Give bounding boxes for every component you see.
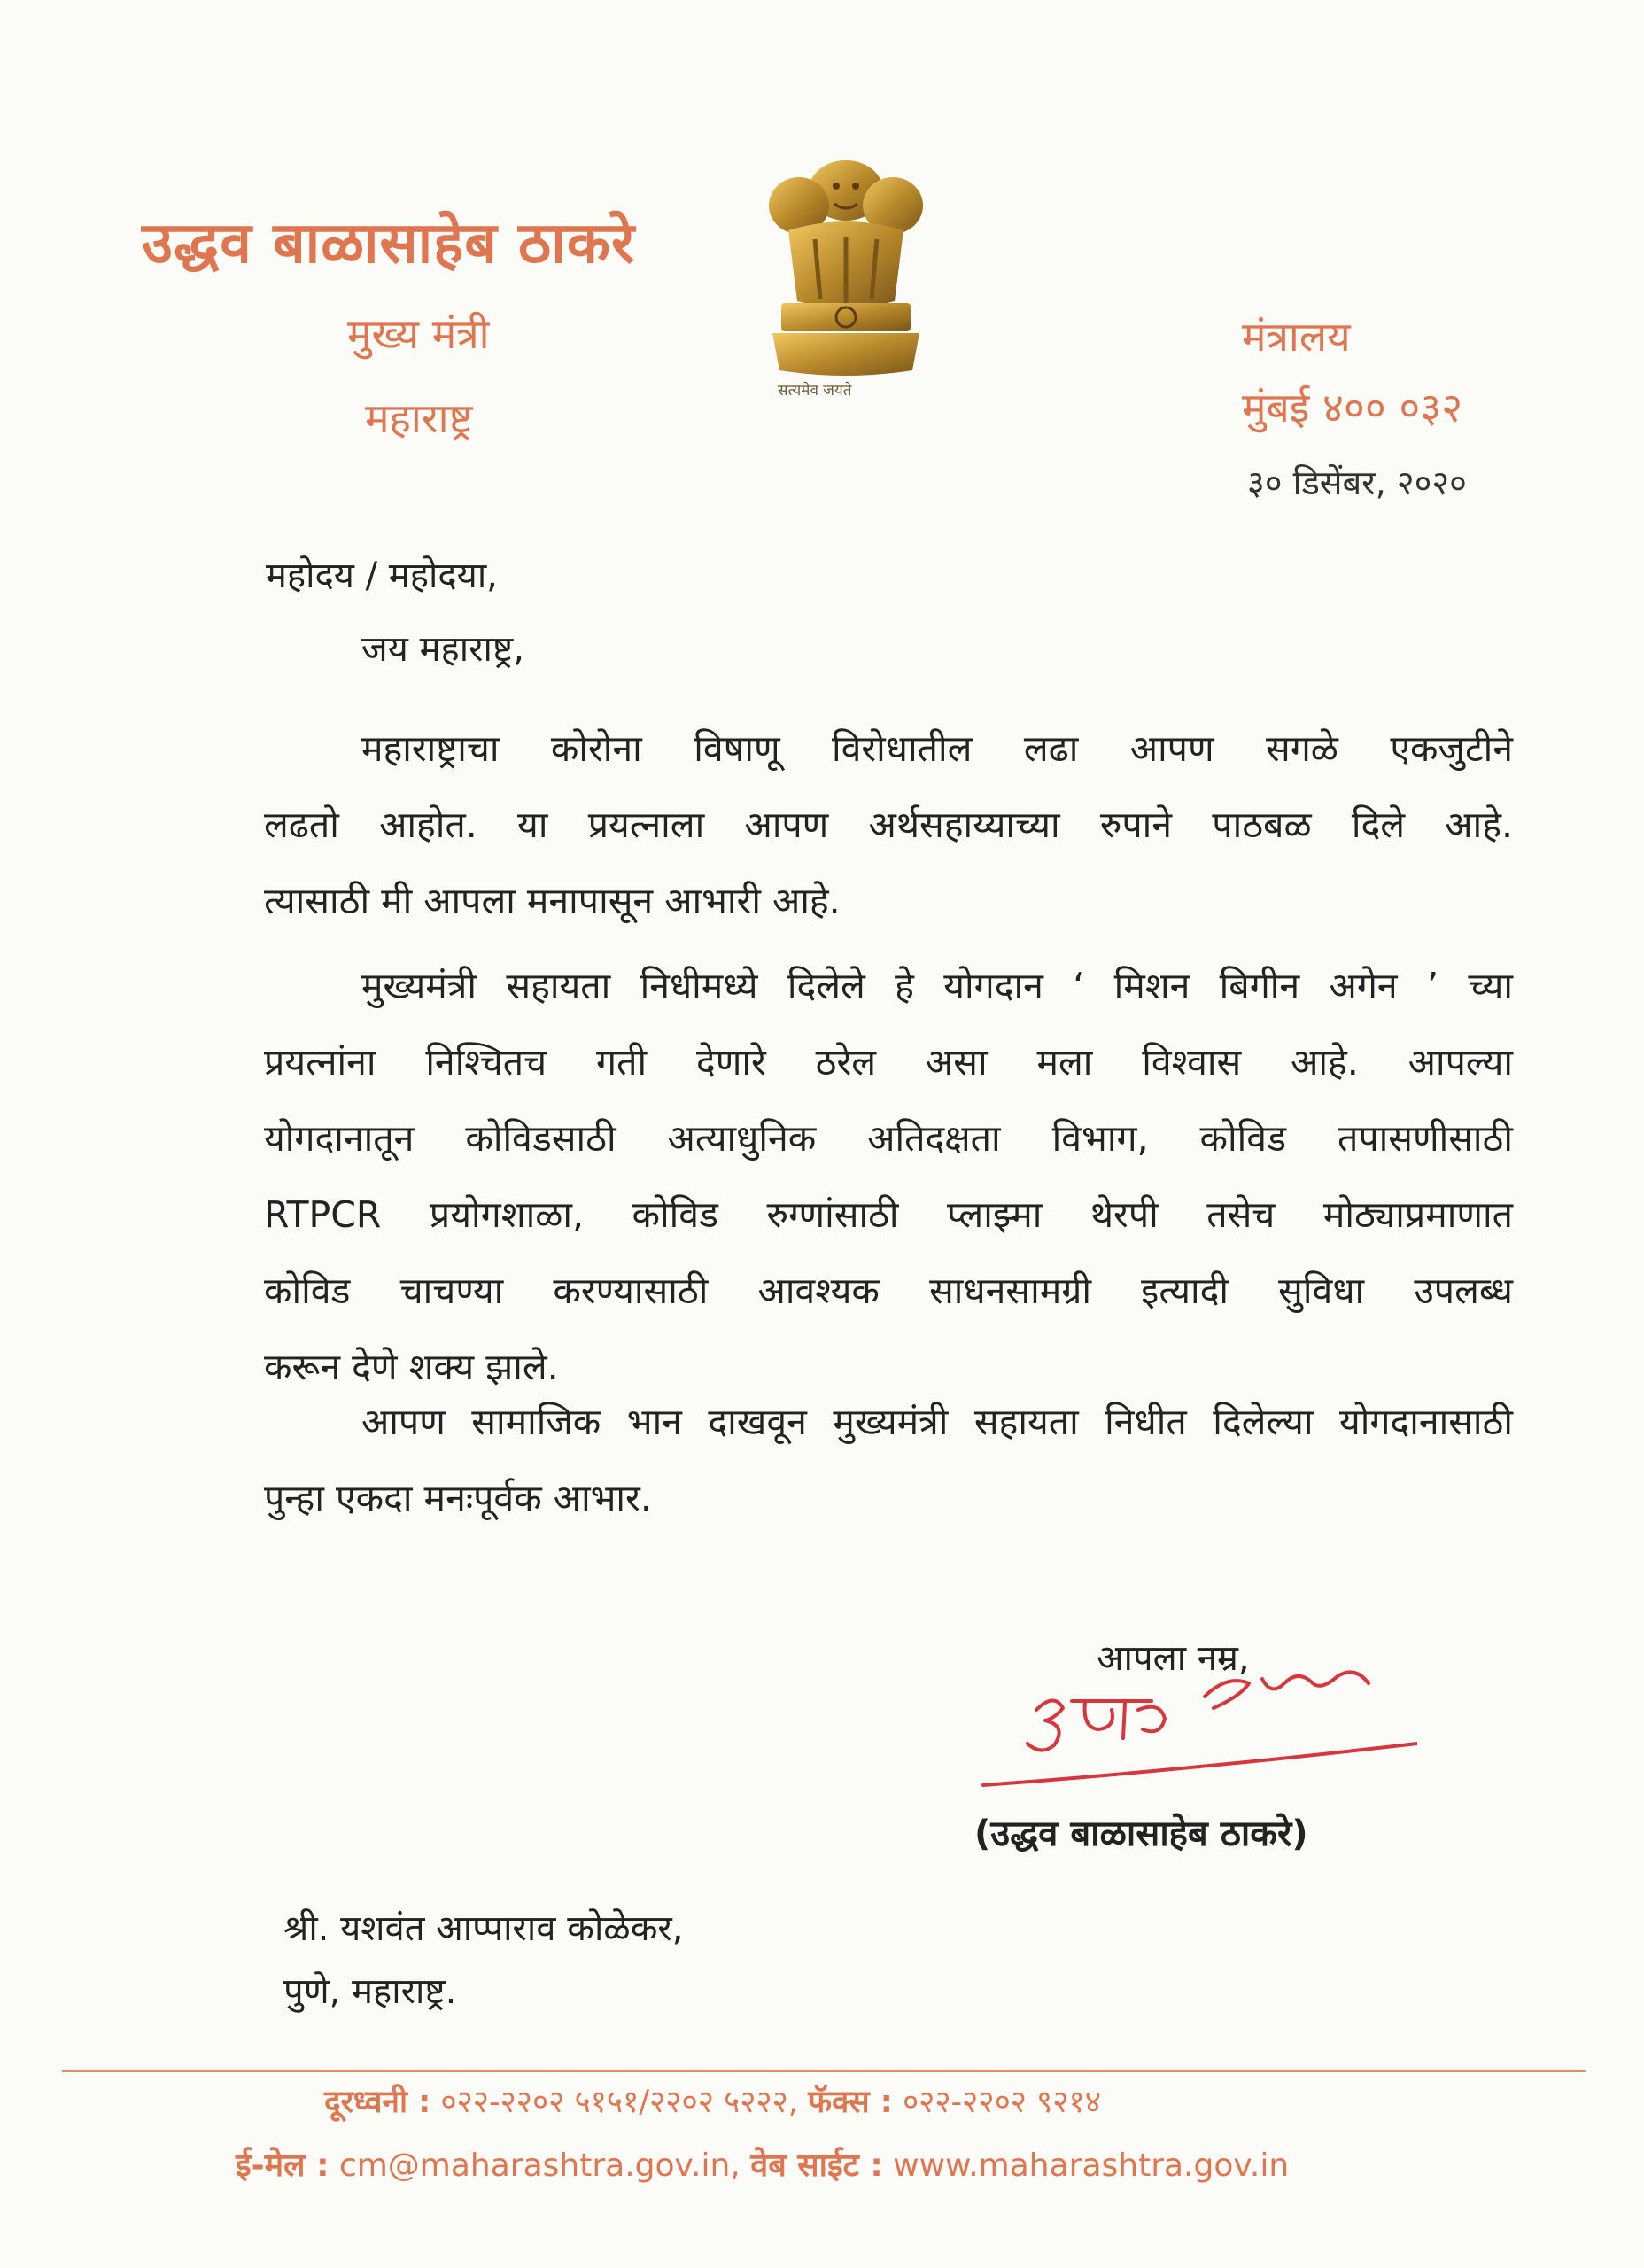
salutation: महोदय / महोदया, [266,555,498,596]
greeting: जय महाराष्ट्र, [361,629,524,670]
paragraph-line: कोविड चाचण्या करण्यासाठी आवश्यक साधनसामग्री इत्यादी सुविधा उपलब्ध [264,1270,1513,1312]
recipient-name: श्री. यशवंत आप्पाराव कोळेकर, [283,1908,684,1949]
phone-label: दूरध्वनी : [324,2085,431,2120]
paragraph-line: पुन्हा एकदा मनःपूर्वक आभार. [264,1477,652,1519]
paragraph-line: आपण सामाजिक भान दाखवून मुख्यमंत्री सहायता निधीत दिलेल्या योगदानासाठी [361,1401,1513,1443]
paragraph-line: त्यासाठी मी आपला मनापासून आभारी आहे. [264,880,841,922]
paragraph-1 [264,711,1513,939]
paragraph-line: लढतो आहोत. या प्रयत्नाला आपण अर्थसहाय्याच्या रुपाने पाठबळ दिले आहे. [264,804,1513,846]
emblem-motto: सत्यमेव जयते [778,382,852,400]
fax-value: ०२२-२२०२ ९२१४ [902,2085,1101,2120]
paragraph-line: महाराष्ट्राचा कोरोना विषाणू विरोधातील लढा आपण सगळे एकजुटीने [361,727,1513,770]
office-name: मंत्रालय [1242,313,1351,361]
phone-value: ०२२-२२०२ ५१५१/२२०२ ५२२२, [440,2085,798,2120]
sender-state: महाराष्ट्र [365,394,473,442]
sender-name: उद्धव बाळासाहेब ठाकरे [142,211,636,276]
email-label: ई-मेल : [236,2148,330,2184]
national-emblem-icon [762,151,930,408]
fax-label: फॅक्स : [808,2085,893,2120]
signer-name: (उद्धव बाळासाहेब ठाकरे) [974,1814,1308,1854]
web-label: वेब साईट : [750,2148,883,2184]
recipient-place: पुणे, महाराष्ट्र. [283,1971,457,2012]
letter-date: ३० डिसेंबर, २०२० [1247,463,1467,502]
footer-email-web [236,2142,1289,2186]
paragraph-line: मुख्यमंत्री सहायता निधीमध्ये दिलेले हे योगदान ‘ मिशन बिगीन अगेन ’ च्या [361,965,1513,1007]
footer-phone-fax [324,2080,1101,2122]
sender-title: मुख्य मंत्री [347,310,490,358]
office-city: मुंबई ४०० ०३२ [1242,384,1463,431]
footer-divider [62,2070,1586,2072]
paragraph-3 [264,1384,1513,1536]
closing: आपला नम्र, [1097,1638,1250,1679]
paragraph-line: योगदानातून कोविडसाठी अत्याधुनिक अतिदक्षता विभाग, कोविड तपासणीसाठी [264,1117,1513,1160]
paragraph-2 [264,948,1513,1405]
paragraph-line: प्रयत्नांना निश्चितच गती देणारे ठरेल असा मला विश्वास आहे. आपल्या [264,1041,1513,1084]
paragraph-line: करून देणे शक्य झाले. [264,1346,559,1388]
website-link[interactable]: www.maharashtra.gov.in [893,2148,1290,2184]
handwritten-signature [921,1657,1417,1807]
email-link[interactable]: cm@maharashtra.gov.in, [338,2148,741,2184]
paragraph-line: RTPCR प्रयोगशाळा, कोविड रुग्णांसाठी प्लाझ्मा थेरपी तसेच मोठ्याप्रमाणात [264,1193,1513,1236]
